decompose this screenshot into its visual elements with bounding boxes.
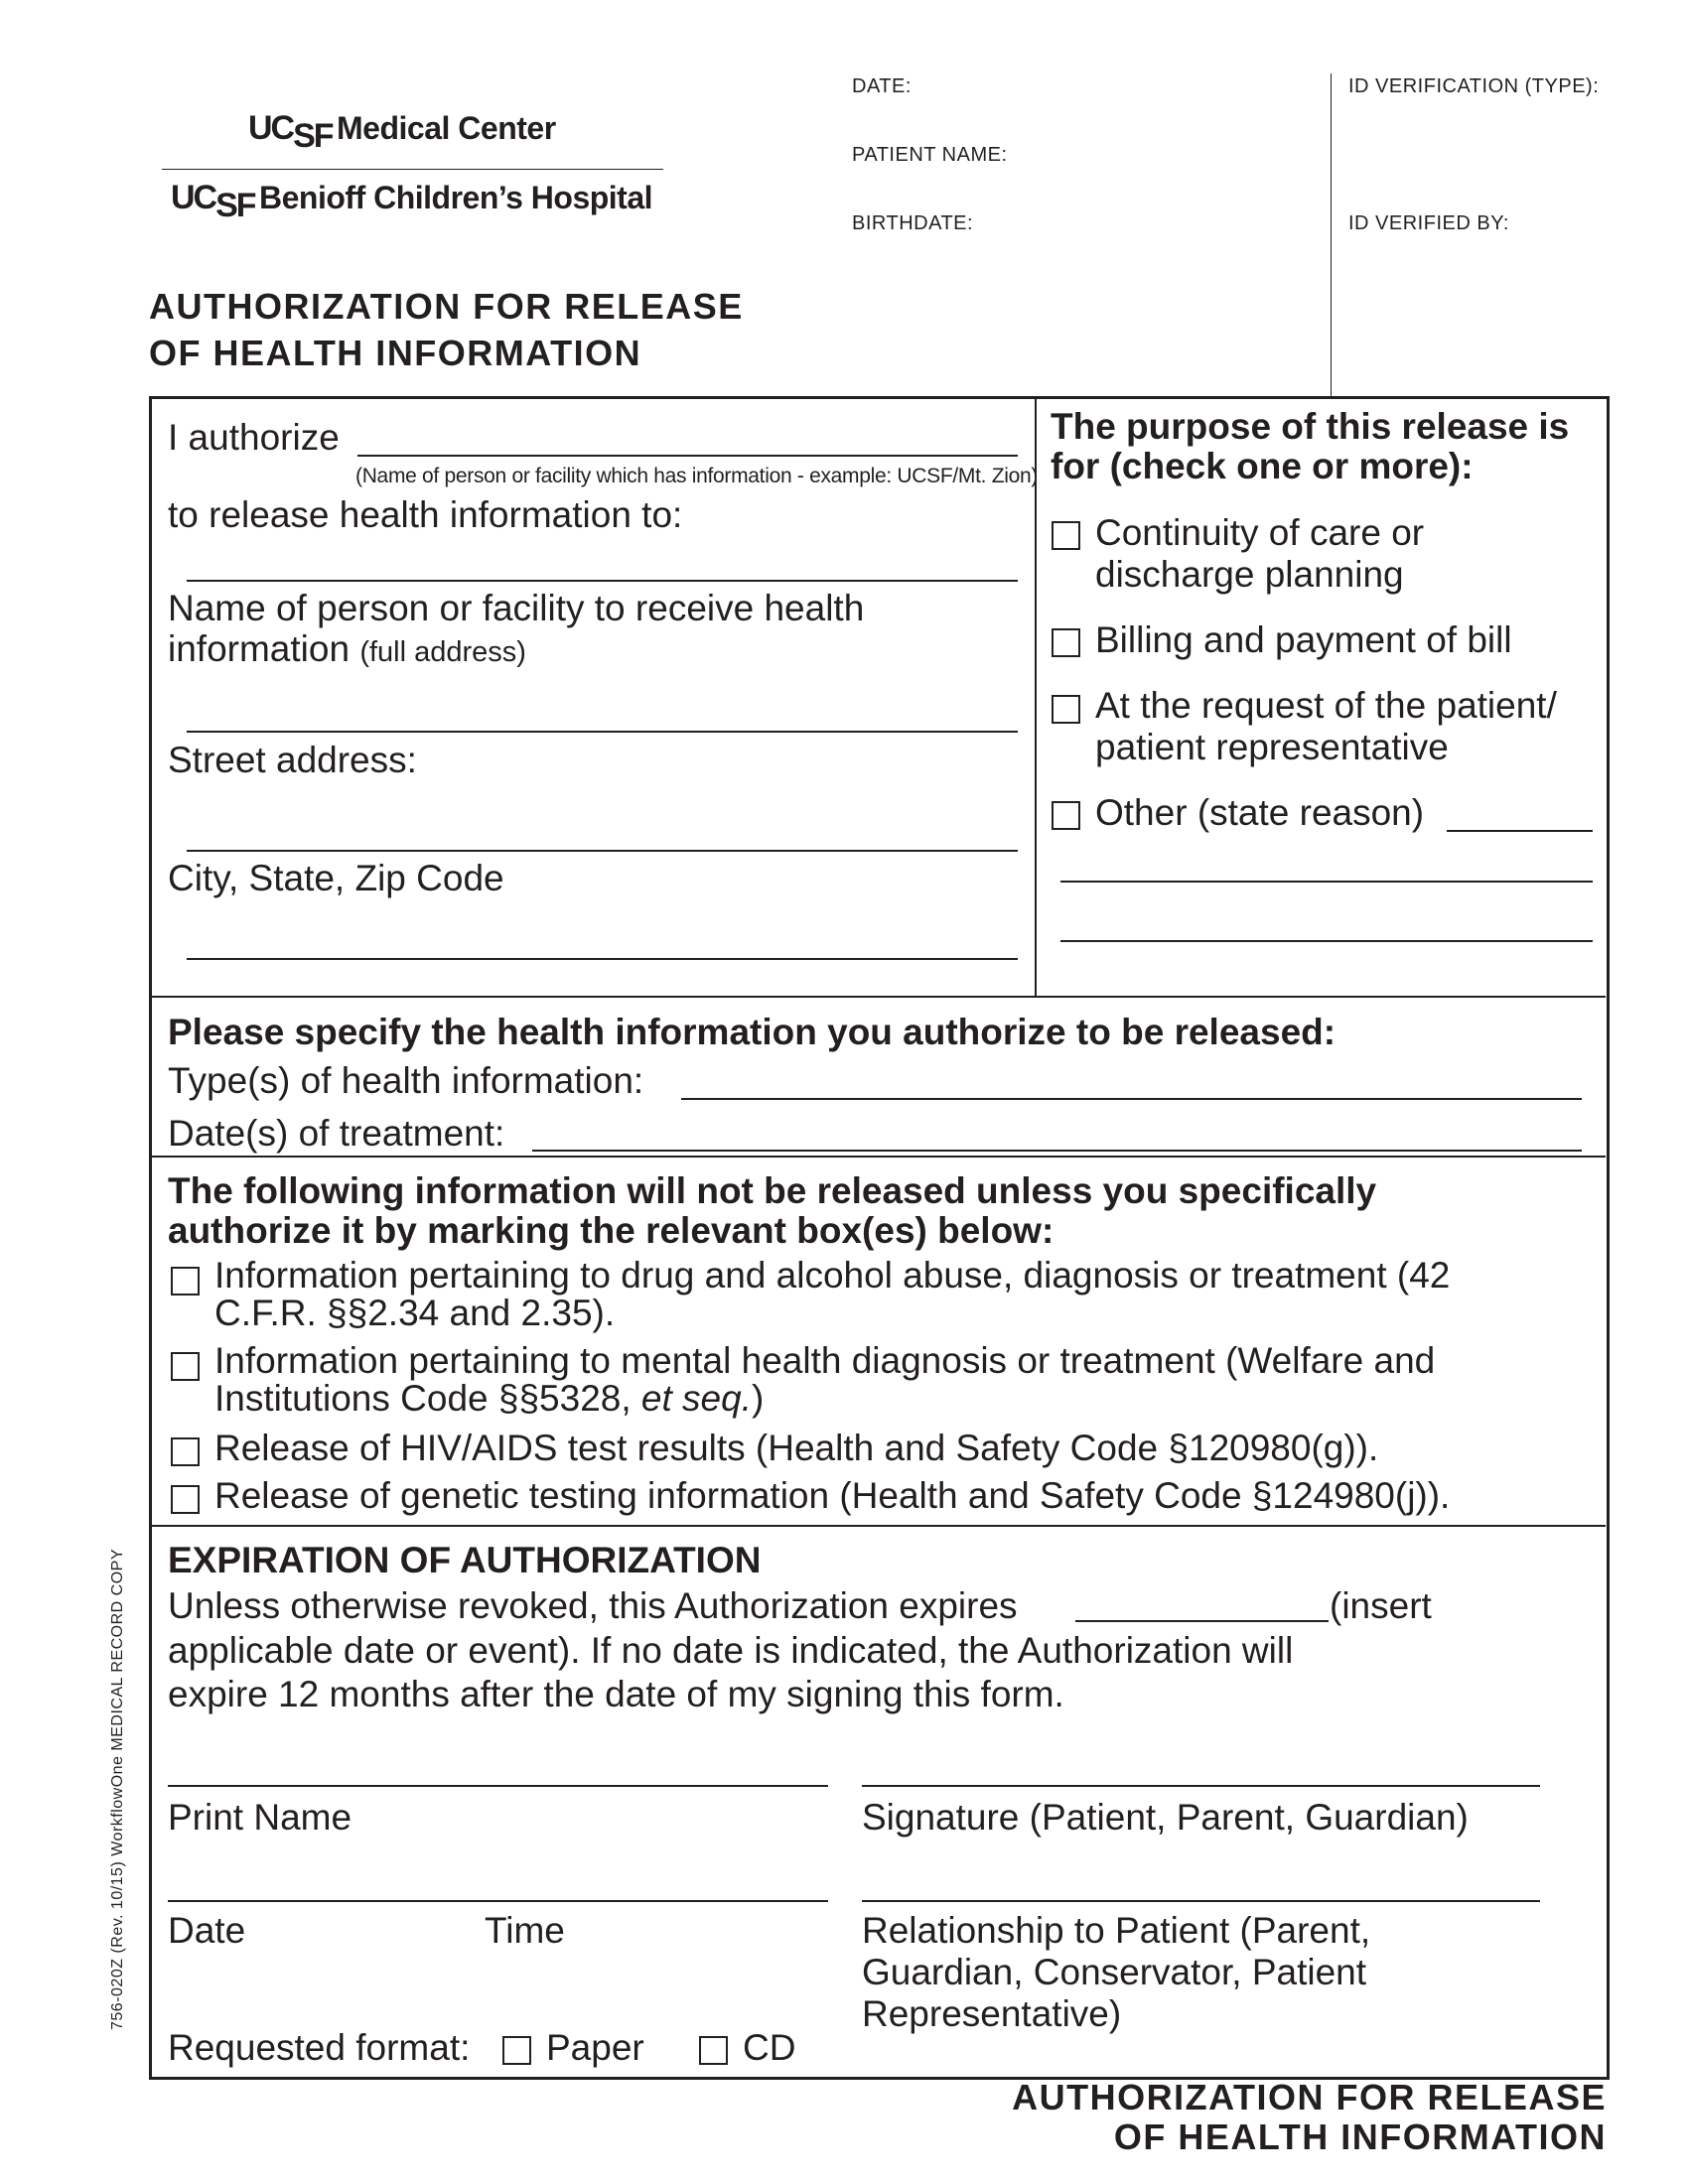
recipient-label-line2: information xyxy=(168,628,351,669)
footer-title-line1: AUTHORIZATION FOR RELEASE xyxy=(1012,2077,1607,2117)
et-seq-text: et seq. xyxy=(640,1378,752,1419)
recipient-address-field[interactable] xyxy=(187,731,1018,733)
expiration-line1 xyxy=(168,1585,1018,1627)
city-state-zip-field[interactable] xyxy=(187,958,1018,960)
section-divider-3 xyxy=(150,1525,1606,1527)
restricted-item-line2: Institutions Code §§5328, xyxy=(214,1378,641,1419)
restricted-heading-line2: authorize it by marking the relevant box(es) below: xyxy=(168,1210,1055,1251)
dates-label: Date(s) of treatment: xyxy=(168,1113,505,1154)
recipient-label xyxy=(168,588,864,673)
purpose-other-checkbox[interactable] xyxy=(1052,801,1080,830)
purpose-option-line1: Continuity of care or xyxy=(1095,512,1425,553)
recipient-label-note: (full address) xyxy=(359,636,526,668)
print-name-label: Print Name xyxy=(168,1797,352,1838)
recipient-name-field[interactable] xyxy=(187,580,1018,582)
expiration-line2: applicable date or event). If no date is indicated, the Authorization will xyxy=(168,1630,1294,1671)
signature-label: Signature (Patient, Parent, Guardian) xyxy=(862,1797,1469,1838)
section-divider-2 xyxy=(150,1156,1606,1158)
ucsf-benioff-childrens-logo xyxy=(171,179,653,224)
drug-alcohol-label xyxy=(214,1257,1450,1332)
hiv-aids-label: Release of HIV/AIDS test results (Health and Safety Code §120980(g)). xyxy=(214,1428,1379,1468)
date-label: DATE: xyxy=(852,75,912,97)
patient-name-label: PATIENT NAME: xyxy=(852,144,1008,166)
relationship-label xyxy=(862,1910,1370,2035)
relationship-field[interactable] xyxy=(862,1900,1540,1902)
form-title-line1: AUTHORIZATION FOR RELEASE xyxy=(149,286,744,327)
other-reason-field[interactable] xyxy=(1447,830,1593,832)
dates-field[interactable] xyxy=(532,1150,1582,1152)
drug-alcohol-checkbox[interactable] xyxy=(171,1267,200,1296)
logo-uc: UC xyxy=(171,179,216,216)
relationship-line3: Representative) xyxy=(862,1993,1122,2034)
mental-health-checkbox[interactable] xyxy=(171,1352,200,1381)
purpose-heading xyxy=(1051,407,1569,486)
relationship-line2: Guardian, Conservator, Patient xyxy=(862,1952,1367,1992)
requested-format-label: Requested format: xyxy=(168,2027,471,2068)
section-divider-1 xyxy=(150,996,1606,998)
purpose-patient-request-checkbox[interactable] xyxy=(1052,695,1080,724)
purpose-option-line1: At the request of the patient/ xyxy=(1095,685,1557,726)
print-name-field[interactable] xyxy=(168,1785,828,1787)
restricted-item-line2: C.F.R. §§2.34 and 2.35). xyxy=(214,1293,616,1333)
date-label-bottom: Date xyxy=(168,1910,246,1951)
logo-divider xyxy=(162,169,663,170)
purpose-continuity-checkbox[interactable] xyxy=(1052,521,1080,550)
relationship-line1: Relationship to Patient (Parent, xyxy=(862,1910,1371,1951)
header-divider xyxy=(1331,73,1332,397)
form-number-side-note: 756-020Z (Rev. 10/15) WorkflowOne MEDICAL RECORD COPY xyxy=(109,1548,126,2030)
street-address-field[interactable] xyxy=(187,850,1018,852)
format-cd-label: CD xyxy=(743,2027,796,2068)
other-reason-field-3[interactable] xyxy=(1060,940,1593,942)
city-state-zip-label: City, State, Zip Code xyxy=(168,858,504,898)
restricted-heading-line1: The following information will not be released unless you specifically xyxy=(168,1170,1377,1211)
name-hint: (Name of person or facility which has information - example: UCSF/Mt. Zion) xyxy=(355,465,1039,487)
restricted-item-line1: Information pertaining to mental health diagnosis or treatment (Welfare and xyxy=(214,1340,1436,1381)
logo-sf: SF xyxy=(215,187,255,224)
purpose-billing-checkbox[interactable] xyxy=(1052,628,1080,657)
purpose-patient-request-label xyxy=(1095,685,1557,768)
logo-uc: UC xyxy=(248,109,294,147)
form-title-line2: OF HEALTH INFORMATION xyxy=(149,333,642,373)
footer-title-line2: OF HEALTH INFORMATION xyxy=(1113,2116,1607,2157)
purpose-heading-line1: The purpose of this release is xyxy=(1051,406,1570,447)
types-label: Type(s) of health information: xyxy=(168,1060,644,1101)
genetic-testing-label: Release of genetic testing information (Health and Safety Code §124980(j)). xyxy=(214,1475,1451,1516)
mental-health-label xyxy=(214,1342,1435,1418)
hiv-aids-checkbox[interactable] xyxy=(171,1437,200,1466)
id-verification-type-label: ID VERIFICATION (TYPE): xyxy=(1348,75,1600,97)
restricted-item-line1: Information pertaining to drug and alcohol abuse, diagnosis or treatment (42 xyxy=(214,1255,1451,1296)
logo-sf: SF xyxy=(293,117,333,155)
types-field[interactable] xyxy=(681,1098,1582,1100)
footer-title xyxy=(1012,2078,1607,2157)
purpose-other-label: Other (state reason) xyxy=(1095,792,1425,833)
format-paper-label: Paper xyxy=(546,2027,644,2068)
expiration-heading: EXPIRATION OF AUTHORIZATION xyxy=(168,1540,762,1580)
signature-field[interactable] xyxy=(862,1785,1540,1787)
purpose-heading-line2: for (check one or more): xyxy=(1051,446,1474,486)
purpose-billing-label: Billing and payment of bill xyxy=(1095,619,1512,660)
ucsf-medical-center-logo xyxy=(248,109,556,155)
authorize-name-field[interactable] xyxy=(357,455,1018,457)
form-title xyxy=(149,283,744,376)
logo-name: Benioff Children’s Hospital xyxy=(259,180,653,215)
expiration-line1-after: (insert xyxy=(1330,1585,1432,1626)
purpose-option-line2: discharge planning xyxy=(1095,554,1404,595)
street-address-label: Street address: xyxy=(168,740,417,780)
i-authorize-label: I authorize xyxy=(168,417,340,458)
restricted-item-line2-end: ) xyxy=(752,1378,765,1419)
purpose-continuity-label xyxy=(1095,512,1424,596)
time-label: Time xyxy=(485,1910,565,1951)
other-reason-field-2[interactable] xyxy=(1060,881,1593,883)
expiration-date-field[interactable] xyxy=(1075,1620,1329,1622)
release-to-label: to release health information to: xyxy=(168,494,683,535)
specify-heading: Please specify the health information you authorize to be released: xyxy=(168,1012,1336,1052)
id-verified-by-label: ID VERIFIED BY: xyxy=(1348,212,1509,234)
format-paper-checkbox[interactable] xyxy=(502,2036,531,2065)
expiration-line1-before: Unless otherwise revoked, this Authorization expires xyxy=(168,1585,1018,1626)
expiration-line3: expire 12 months after the date of my signing this form. xyxy=(168,1674,1064,1714)
recipient-label-line1: Name of person or facility to receive health xyxy=(168,588,865,628)
purpose-option-line2: patient representative xyxy=(1095,727,1449,767)
genetic-testing-checkbox[interactable] xyxy=(171,1485,200,1514)
date-time-field[interactable] xyxy=(168,1900,828,1902)
format-cd-checkbox[interactable] xyxy=(699,2036,728,2065)
restricted-heading xyxy=(168,1171,1376,1251)
birthdate-label: BIRTHDATE: xyxy=(852,212,974,234)
logo-name: Medical Center xyxy=(337,110,556,146)
